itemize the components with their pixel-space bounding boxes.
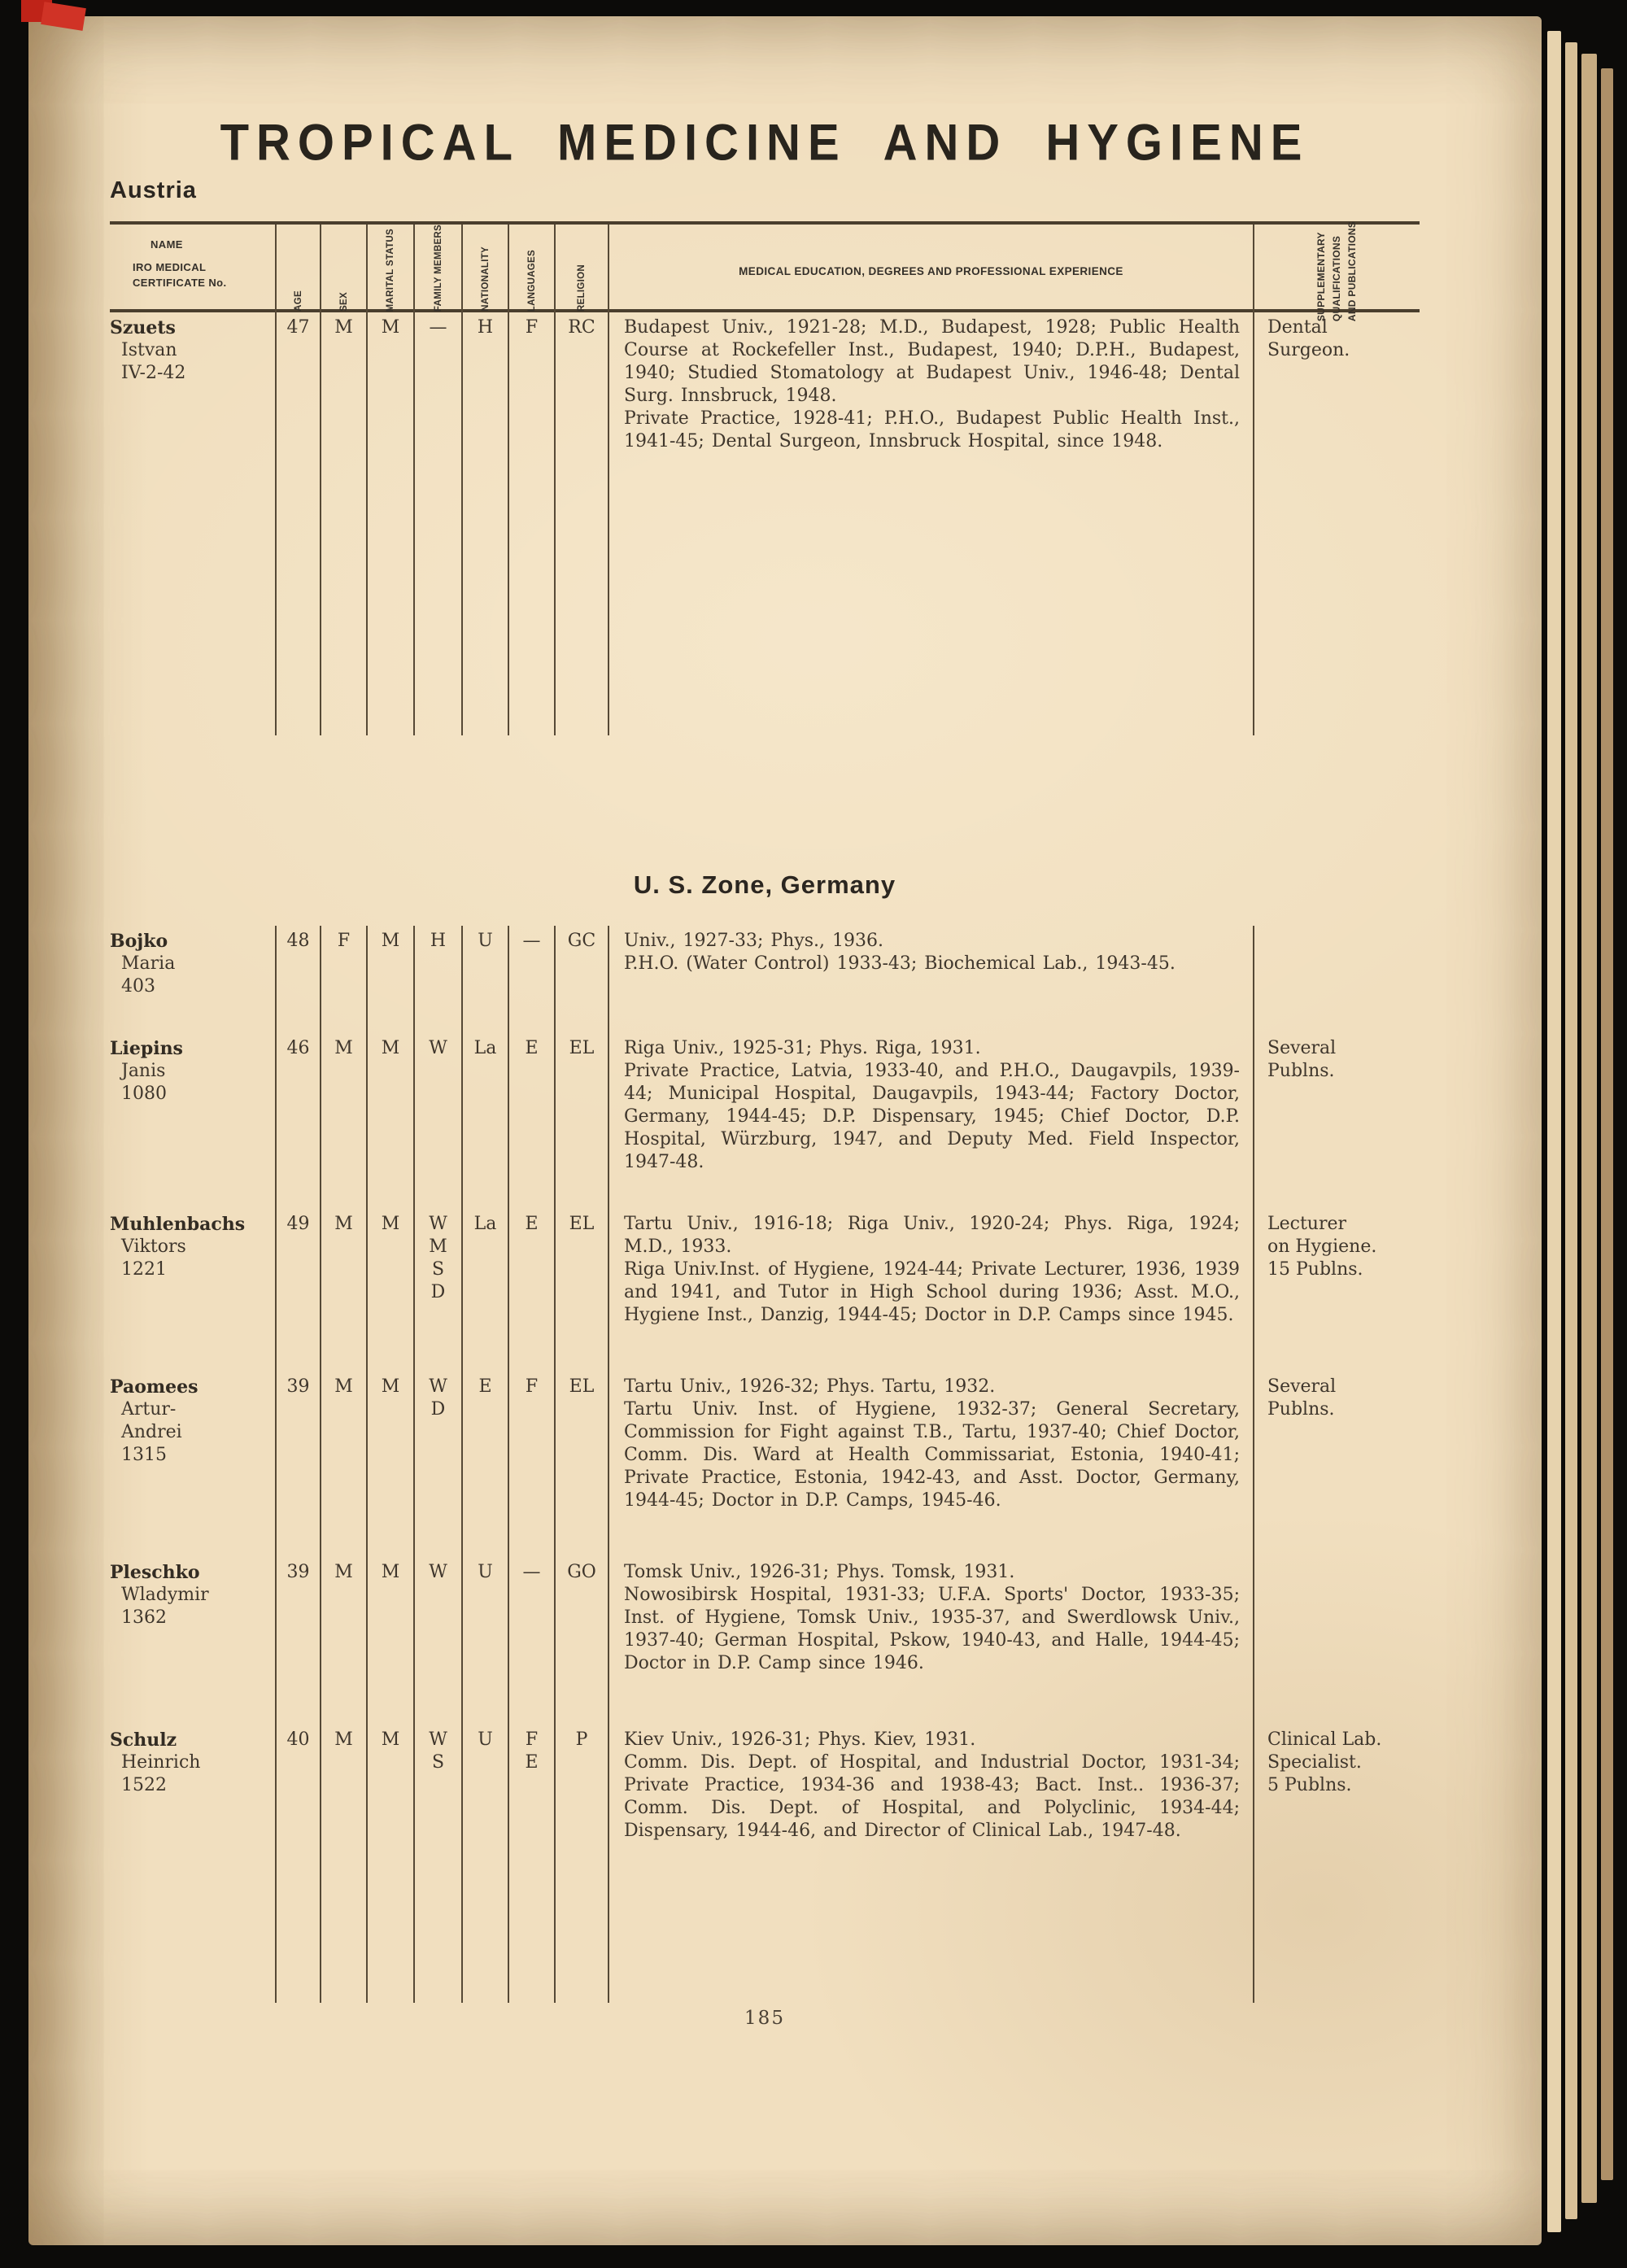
education-cell bbox=[608, 1033, 1253, 1209]
education-paragraph: Private Practice, Latvia, 1933-40, and P.H.O., Daugavpils, 1939-44; Municipal Hospital, Daugavpils, 1943-44; Factory Doctor, Germany, 1944-45; D.P. Dispensary, 1945; Chief Doctor, D.P. Hospital, Würzburg, 1947, and Deputy Med. Field Inspector, 1947-48. bbox=[624, 1061, 1240, 1172]
text-line: S bbox=[431, 1752, 445, 1773]
text-line: S bbox=[431, 1259, 445, 1280]
education-paragraph: Riga Univ.Inst. of Hygiene, 1924-44; Private Lecturer, 1936, 1939 and 1941, and Tutor in High School during 1936; Asst. M.O., Hygiene Inst., Danzig, 1944-45; Doctor in D.P. Camps since 1945. bbox=[624, 1259, 1240, 1325]
age-cell bbox=[275, 1557, 320, 1725]
text-line: EL bbox=[569, 1376, 595, 1397]
table-header bbox=[110, 220, 1420, 322]
text-line: EL bbox=[569, 1038, 595, 1058]
text-line: M bbox=[334, 1729, 353, 1750]
text-line: RC bbox=[568, 317, 595, 338]
name-line: 1362 bbox=[121, 1607, 167, 1628]
education-paragraph: Nowosibirsk Hospital, 1931-33; U.F.A. Sports' Doctor, 1933-35; Inst. of Hygiene, Tomsk Univ., 1935-37, and Swerdlowsk Univ., 1937-40; German Hospital, Pskow, 1940-43, and Halle, 1944-45; Doctor in D.P. Camp since 1946. bbox=[624, 1585, 1240, 1673]
name-line: Viktors bbox=[121, 1236, 186, 1257]
text-line: GC bbox=[567, 931, 596, 951]
text-line: U bbox=[478, 931, 493, 951]
text-line: Several bbox=[1267, 1376, 1337, 1397]
education-cell bbox=[608, 1209, 1253, 1372]
family-members-cell bbox=[413, 1033, 461, 1209]
marital-status-cell bbox=[366, 1557, 413, 1725]
education-paragraph: Comm. Dis. Dept. of Hospital, and Industrial Doctor, 1931-34; Private Practice, 1934-36 and 1938-43; Bact. Inst.. 1936-37; Comm. Dis. Dept. of Hospital, and Polyclinic, 1934-44; Dispensary, 1944-46, and Director of Clinical Lab., 1947-48. bbox=[624, 1752, 1240, 1841]
supplementary-column-header bbox=[1253, 220, 1420, 322]
education-paragraph: Tomsk Univ., 1926-31; Phys. Tomsk, 1931. bbox=[624, 1562, 1015, 1582]
table-row bbox=[110, 312, 1420, 508]
text-line: GO bbox=[567, 1562, 596, 1582]
text-line: D bbox=[430, 1399, 446, 1420]
name-line: Janis bbox=[121, 1061, 166, 1081]
filler-cell bbox=[413, 1920, 461, 2003]
nationality-cell bbox=[461, 1725, 508, 1920]
name-line: 1221 bbox=[121, 1259, 167, 1280]
text-line: M bbox=[334, 1376, 353, 1397]
text-line: M bbox=[381, 1214, 400, 1234]
languages-cell bbox=[508, 1372, 554, 1557]
us-zone-germany-table-body bbox=[110, 926, 1420, 2003]
name-header-line: CERTIFICATE No. bbox=[133, 277, 227, 289]
religion-cell bbox=[554, 1372, 608, 1557]
filler-cell bbox=[461, 508, 508, 735]
religion-cell bbox=[554, 926, 608, 1033]
surname: Schulz bbox=[110, 1729, 177, 1751]
nationality-cell bbox=[461, 312, 508, 508]
text-line: M bbox=[381, 1562, 400, 1582]
supplementary-cell bbox=[1253, 1725, 1420, 1920]
filler-cell bbox=[320, 1920, 366, 2003]
name-cell bbox=[110, 1209, 275, 1372]
name-line: 1080 bbox=[121, 1084, 167, 1104]
section-heading-us-zone-germany: U. S. Zone, Germany bbox=[633, 870, 896, 899]
text-line: E bbox=[525, 1038, 539, 1058]
marital-status-cell bbox=[366, 926, 413, 1033]
filler-cell bbox=[110, 1920, 275, 2003]
text-line: — bbox=[522, 1562, 541, 1582]
text-line: M bbox=[381, 1038, 400, 1058]
text-line: Lecturer bbox=[1267, 1214, 1347, 1234]
text-line: — bbox=[429, 317, 447, 338]
religion-cell bbox=[554, 1033, 608, 1209]
sex-cell bbox=[320, 1725, 366, 1920]
text-line: M bbox=[334, 1562, 353, 1582]
age-cell bbox=[275, 312, 320, 508]
languages-cell bbox=[508, 312, 554, 508]
religion-column-header: RELIGION bbox=[554, 225, 608, 318]
education-cell bbox=[608, 1725, 1253, 1920]
text-line: F bbox=[525, 1376, 539, 1397]
age-cell bbox=[275, 1209, 320, 1372]
education-paragraph: Budapest Univ., 1921-28; M.D., Budapest, 1928; Public Health Course at Rockefeller Inst., Budapest, 1940; D.P.H., Budapest, 1940; Studied Stomatology at Budapest Univ., 1946-48; Dental Surg. Innsbruck, 1948. bbox=[624, 317, 1240, 406]
text-line: M bbox=[381, 1729, 400, 1750]
text-line: U bbox=[478, 1562, 493, 1582]
education-cell bbox=[608, 1372, 1253, 1557]
text-line: F bbox=[525, 317, 539, 338]
family-members-column-header: FAMILY MEMBERS bbox=[413, 225, 461, 318]
text-line: Clinical Lab. bbox=[1267, 1729, 1382, 1750]
table-row bbox=[110, 1557, 1420, 1725]
languages-column-header: LANGUAGES bbox=[508, 225, 554, 318]
text-line: on Hygiene. bbox=[1267, 1236, 1377, 1257]
education-paragraph: Tartu Univ., 1926-32; Phys. Tartu, 1932. bbox=[624, 1376, 996, 1397]
text-line: — bbox=[522, 931, 541, 951]
name-line: 1522 bbox=[121, 1775, 167, 1795]
marital-status-cell bbox=[366, 1209, 413, 1372]
languages-cell bbox=[508, 1557, 554, 1725]
text-line: W bbox=[429, 1729, 447, 1750]
name-line: Maria bbox=[121, 953, 176, 974]
table-row bbox=[110, 1725, 1420, 1920]
name-line: Andrei bbox=[121, 1422, 182, 1442]
sex-cell bbox=[320, 1557, 366, 1725]
supplementary-cell bbox=[1253, 1557, 1420, 1725]
text-line: H bbox=[430, 931, 447, 951]
age-cell bbox=[275, 1725, 320, 1920]
education-paragraph: Univ., 1927-33; Phys., 1936. bbox=[624, 931, 884, 951]
text-line: 49 bbox=[286, 1214, 310, 1234]
filler-cell bbox=[366, 1920, 413, 2003]
supplementary-cell bbox=[1253, 312, 1420, 508]
page-stack-edge bbox=[1547, 31, 1561, 2232]
family-members-cell bbox=[413, 1557, 461, 1725]
nationality-cell bbox=[461, 926, 508, 1033]
text-line: M bbox=[429, 1236, 447, 1257]
education-cell bbox=[608, 1557, 1253, 1725]
filler-cell bbox=[508, 1920, 554, 2003]
filler-cell bbox=[608, 508, 1253, 735]
supplementary-cell bbox=[1253, 926, 1420, 1033]
text-line: M bbox=[381, 931, 400, 951]
text-line: Dental bbox=[1267, 317, 1328, 338]
age-cell bbox=[275, 926, 320, 1033]
education-paragraph: Private Practice, 1928-41; P.H.O., Budapest Public Health Inst., 1941-45; Dental Surgeon, Innsbruck Hospital, since 1948. bbox=[624, 408, 1240, 451]
age-cell bbox=[275, 1372, 320, 1557]
text-line: 48 bbox=[286, 931, 310, 951]
table-filler-row bbox=[110, 508, 1420, 735]
name-line: Wladymir bbox=[121, 1585, 209, 1605]
document-page bbox=[28, 16, 1542, 2245]
surname: Paomees bbox=[110, 1376, 198, 1398]
filler-cell bbox=[275, 1920, 320, 2003]
text-line: Specialist. bbox=[1267, 1752, 1362, 1773]
age-cell bbox=[275, 1033, 320, 1209]
page-stack-edge bbox=[1565, 42, 1577, 2219]
page-stack-edge bbox=[1601, 68, 1613, 2180]
education-cell bbox=[608, 926, 1253, 1033]
text-line: M bbox=[381, 1376, 400, 1397]
name-line: 403 bbox=[121, 976, 155, 997]
religion-cell bbox=[554, 1209, 608, 1372]
nationality-cell bbox=[461, 1209, 508, 1372]
text-line: Several bbox=[1267, 1038, 1337, 1058]
marital-status-column-header: MARITAL STATUS bbox=[366, 225, 413, 318]
text-line: M bbox=[334, 1038, 353, 1058]
name-cell bbox=[110, 1372, 275, 1557]
surname: Bojko bbox=[110, 931, 168, 952]
name-cell bbox=[110, 926, 275, 1033]
section-heading-austria: Austria bbox=[110, 177, 197, 203]
text-line: W bbox=[429, 1376, 447, 1397]
table-row bbox=[110, 1209, 1420, 1372]
filler-cell bbox=[366, 508, 413, 735]
text-line: 39 bbox=[286, 1562, 310, 1582]
marital-status-cell bbox=[366, 1033, 413, 1209]
name-line: 1315 bbox=[121, 1445, 167, 1465]
text-line: Surgeon. bbox=[1267, 340, 1350, 360]
surname: Szuets bbox=[110, 317, 176, 338]
marital-status-cell bbox=[366, 1372, 413, 1557]
name-line: Heinrich bbox=[121, 1752, 201, 1773]
text-line: F bbox=[337, 931, 351, 951]
text-line: W bbox=[429, 1562, 447, 1582]
marital-status-cell bbox=[366, 312, 413, 508]
sex-cell bbox=[320, 1209, 366, 1372]
text-line: E bbox=[525, 1752, 539, 1773]
religion-cell bbox=[554, 1725, 608, 1920]
filler-cell bbox=[508, 508, 554, 735]
table-filler-row bbox=[110, 1920, 1420, 2003]
table-row bbox=[110, 926, 1420, 1033]
supplementary-cell bbox=[1253, 1209, 1420, 1372]
name-header-line: NAME bbox=[150, 238, 183, 251]
education-paragraph: Riga Univ., 1925-31; Phys. Riga, 1931. bbox=[624, 1038, 981, 1058]
text-line: M bbox=[334, 317, 353, 338]
sex-cell bbox=[320, 926, 366, 1033]
nationality-cell bbox=[461, 1557, 508, 1725]
filler-cell bbox=[608, 1920, 1253, 2003]
supplementary-cell bbox=[1253, 1033, 1420, 1209]
page-number: 185 bbox=[744, 2008, 785, 2029]
table-row bbox=[110, 1372, 1420, 1557]
education-paragraph: Tartu Univ. Inst. of Hygiene, 1932-37; General Secretary, Commission for Fight against T.B., Tartu, 1937-40; Chief Doctor, Comm. Dis. Ward at Health Commissariat, Estonia, 1940-41; Private Practice, Estonia, 1942-43, and Asst. Doctor, Germany, 1944-45; Doctor in D.P. Camps, 1945-46. bbox=[624, 1399, 1240, 1511]
nationality-cell bbox=[461, 1372, 508, 1557]
page-stack-edge bbox=[1581, 54, 1597, 2203]
filler-cell bbox=[554, 1920, 608, 2003]
text-line: La bbox=[473, 1214, 497, 1234]
family-members-cell bbox=[413, 1209, 461, 1372]
sex-cell bbox=[320, 1372, 366, 1557]
family-members-cell bbox=[413, 1372, 461, 1557]
education-cell bbox=[608, 312, 1253, 508]
text-line: M bbox=[334, 1214, 353, 1234]
education-column-header: MEDICAL EDUCATION, DEGREES AND PROFESSIONAL EXPERIENCE bbox=[608, 225, 1253, 318]
text-line: 15 Publns. bbox=[1267, 1259, 1363, 1280]
text-line: U bbox=[478, 1729, 493, 1750]
age-column-header: AGE bbox=[275, 225, 320, 318]
filler-cell bbox=[554, 508, 608, 735]
filler-cell bbox=[1253, 1920, 1420, 2003]
supplementary-header-rotated: SUPPLEMENTARY QUALIFICATIONS AND PUBLICATIONS bbox=[1315, 220, 1358, 322]
text-line: H bbox=[477, 317, 494, 338]
name-column-header bbox=[110, 225, 275, 318]
marital-status-cell bbox=[366, 1725, 413, 1920]
name-cell bbox=[110, 1725, 275, 1920]
table-row bbox=[110, 1033, 1420, 1209]
filler-cell bbox=[413, 508, 461, 735]
family-members-cell bbox=[413, 1725, 461, 1920]
name-cell bbox=[110, 312, 275, 508]
text-line: E bbox=[478, 1376, 492, 1397]
filler-cell bbox=[275, 508, 320, 735]
education-paragraph: Kiev Univ., 1926-31; Phys. Kiev, 1931. bbox=[624, 1729, 976, 1750]
text-line: 47 bbox=[286, 317, 310, 338]
text-line: M bbox=[381, 317, 400, 338]
text-line: F bbox=[525, 1729, 539, 1750]
family-members-cell bbox=[413, 312, 461, 508]
languages-cell bbox=[508, 1033, 554, 1209]
languages-cell bbox=[508, 1209, 554, 1372]
filler-cell bbox=[320, 508, 366, 735]
text-line: 5 Publns. bbox=[1267, 1775, 1352, 1795]
surname: Muhlenbachs bbox=[110, 1214, 246, 1235]
text-line: EL bbox=[569, 1214, 595, 1234]
text-line: 40 bbox=[286, 1729, 310, 1750]
surname: Liepins bbox=[110, 1038, 183, 1059]
text-line: Publns. bbox=[1267, 1399, 1335, 1420]
education-paragraph: P.H.O. (Water Control) 1933-43; Biochemical Lab., 1943-45. bbox=[624, 953, 1176, 974]
filler-cell bbox=[461, 1920, 508, 2003]
sex-column-header: SEX bbox=[320, 225, 366, 318]
text-line: W bbox=[429, 1214, 447, 1234]
education-paragraph: Tartu Univ., 1916-18; Riga Univ., 1920-24; Phys. Riga, 1924; M.D., 1933. bbox=[624, 1214, 1240, 1257]
languages-cell bbox=[508, 1725, 554, 1920]
nationality-column-header: NATIONALITY bbox=[461, 225, 508, 318]
page-title: TROPICAL MEDICINE AND HYGIENE bbox=[220, 114, 1310, 172]
family-members-cell bbox=[413, 926, 461, 1033]
religion-cell bbox=[554, 312, 608, 508]
text-line: P bbox=[575, 1729, 588, 1750]
austria-table-body bbox=[110, 312, 1420, 735]
filler-cell bbox=[1253, 508, 1420, 735]
text-line: D bbox=[430, 1282, 446, 1302]
name-cell bbox=[110, 1033, 275, 1209]
nationality-cell bbox=[461, 1033, 508, 1209]
filler-cell bbox=[110, 508, 275, 735]
religion-cell bbox=[554, 1557, 608, 1725]
name-line: Artur- bbox=[121, 1399, 177, 1420]
name-line: IV-2-42 bbox=[121, 363, 186, 383]
name-line: Istvan bbox=[121, 340, 177, 360]
sex-cell bbox=[320, 312, 366, 508]
text-line: W bbox=[429, 1038, 447, 1058]
text-line: Publns. bbox=[1267, 1061, 1335, 1081]
text-line: 39 bbox=[286, 1376, 310, 1397]
text-line: E bbox=[525, 1214, 539, 1234]
supplementary-cell bbox=[1253, 1372, 1420, 1557]
name-header-line: IRO MEDICAL bbox=[133, 261, 207, 273]
text-line: 46 bbox=[286, 1038, 310, 1058]
languages-cell bbox=[508, 926, 554, 1033]
text-line: La bbox=[473, 1038, 497, 1058]
surname: Pleschko bbox=[110, 1562, 200, 1583]
name-cell bbox=[110, 1557, 275, 1725]
sex-cell bbox=[320, 1033, 366, 1209]
